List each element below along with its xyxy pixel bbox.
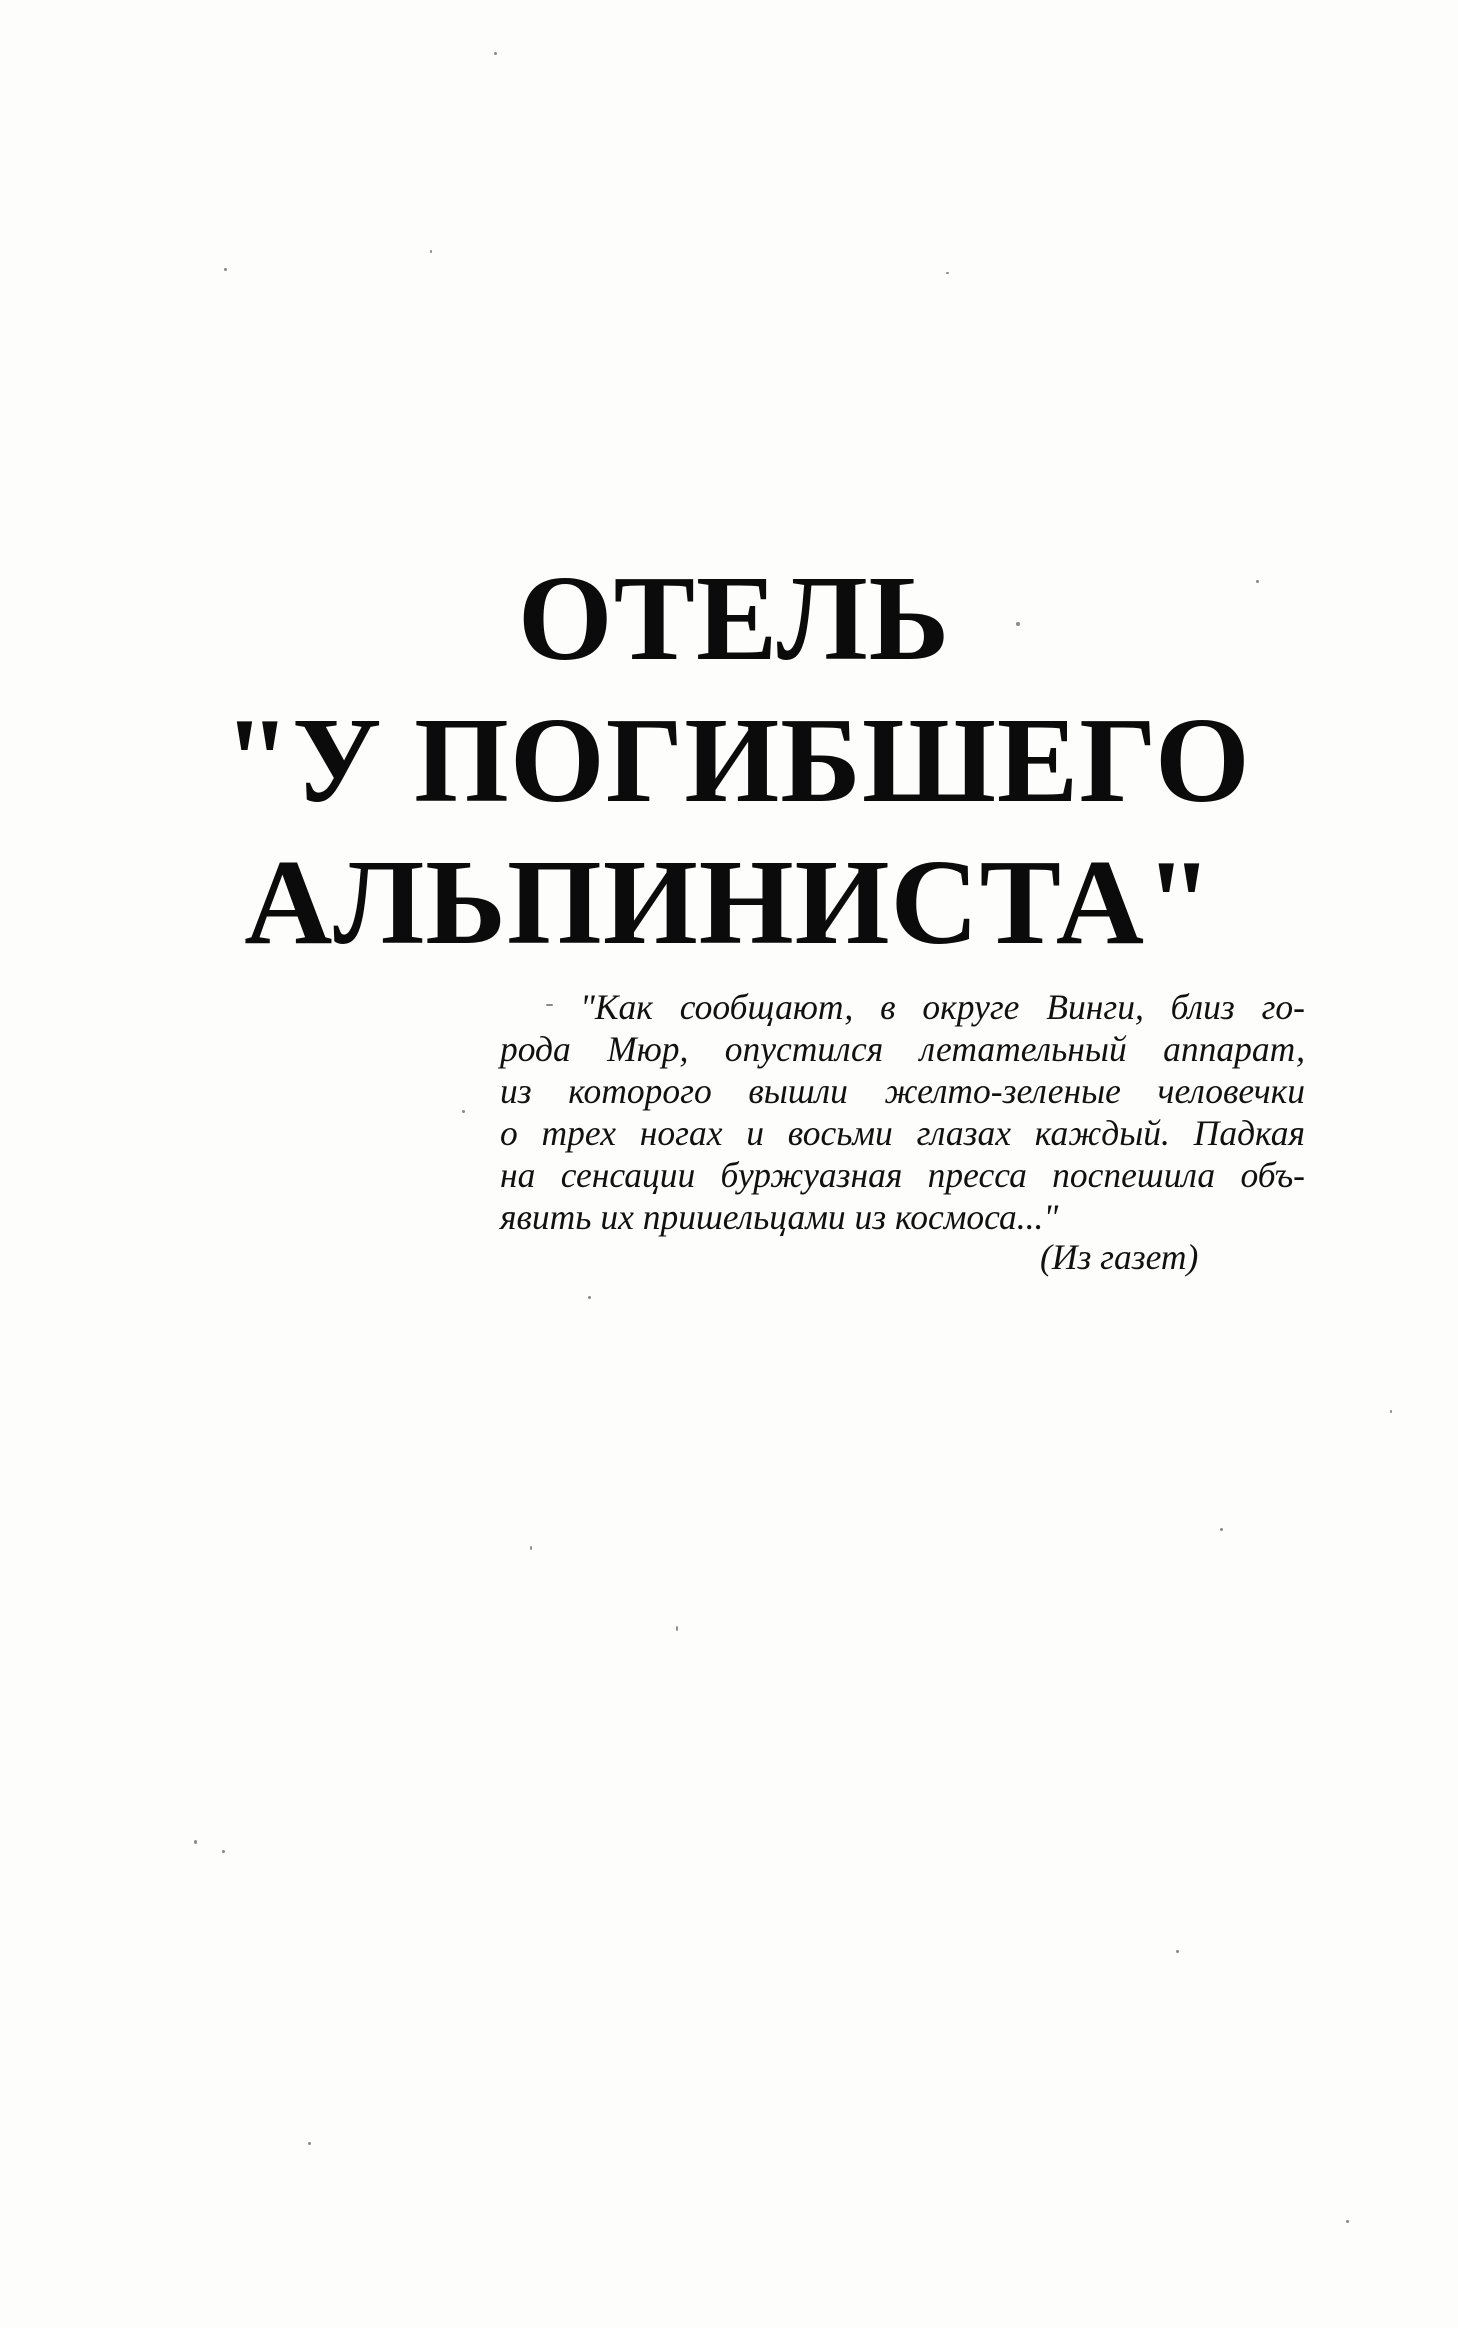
epigraph-line-2: рода Мюр, опустился летательный аппарат, <box>500 1029 1305 1069</box>
scan-speck <box>1390 1410 1392 1413</box>
chapter-title-line-1: ОТЕЛЬ <box>517 551 951 686</box>
scan-speck <box>222 1850 225 1853</box>
scan-speck <box>546 1004 553 1006</box>
scan-speck <box>1016 622 1020 626</box>
chapter-title-line-3: АЛЬПИНИСТА" <box>244 835 1214 970</box>
scan-speck <box>462 1110 465 1113</box>
scan-speck <box>1346 2220 1349 2223</box>
scan-speck <box>194 1840 197 1844</box>
chapter-title-line-2: "У ПОГИБШЕГО <box>223 693 1251 828</box>
chapter-title <box>0 548 1458 974</box>
epigraph-line-3: из которого вышли желто-зеленые человечки <box>500 1071 1305 1111</box>
epigraph-line-4: о трех ногах и восьми глазах каждый. Падкая <box>500 1113 1305 1153</box>
epigraph-line-6: явить их пришельцами из космоса..." <box>500 1197 1059 1237</box>
scan-speck <box>1176 1950 1179 1953</box>
scan-speck <box>1220 1528 1223 1531</box>
scan-speck <box>308 2142 311 2145</box>
scan-speck <box>430 250 432 253</box>
epigraph-source: (Из газет) <box>1040 1237 1199 1277</box>
scan-speck <box>1256 580 1259 583</box>
scan-speck <box>494 52 497 55</box>
scan-speck <box>530 1546 532 1550</box>
scan-speck <box>224 268 227 271</box>
epigraph <box>500 986 1305 1238</box>
epigraph-line-5: на сенсации буржуазная пресса поспешила объ- <box>500 1155 1305 1195</box>
scan-speck <box>588 1296 591 1299</box>
scan-speck <box>946 272 949 274</box>
epigraph-line-1: "Как сообщают, в округе Винги, близ го- <box>580 987 1305 1027</box>
scan-speck <box>676 1626 678 1631</box>
